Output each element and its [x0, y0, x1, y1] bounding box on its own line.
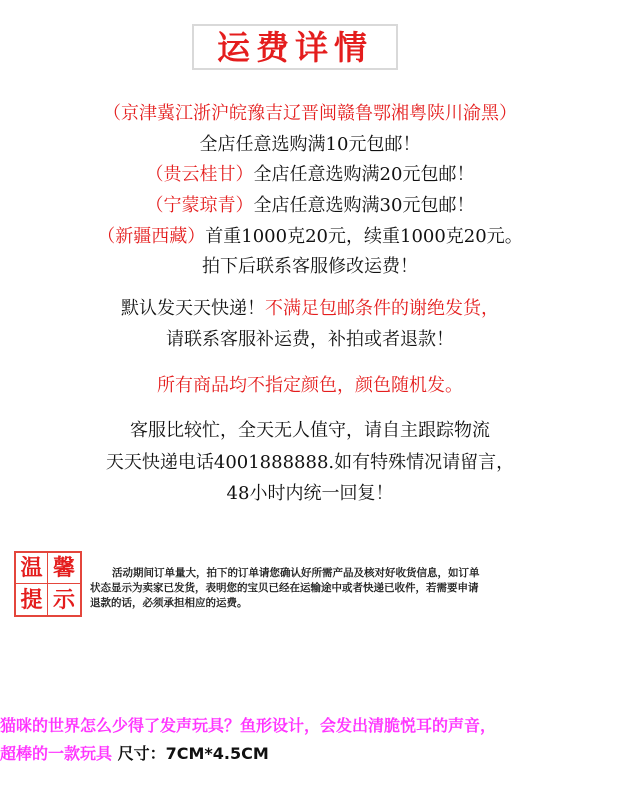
stamp-char: 示	[52, 586, 75, 613]
tier4-rule: 首重1000克20元，续重1000克20元。	[205, 226, 523, 247]
tier2-line	[0, 164, 620, 186]
product-description	[0, 712, 620, 768]
service-line2: 天天快递电话4001888888.如有特殊情况请留言，	[105, 452, 515, 473]
notice-line1: 活动期间订单量大，拍下的订单请您确认好所需产品及核对好收货信息，如订单	[112, 567, 480, 579]
notice-line3: 退款的话，必须承担相应的运费。	[90, 597, 248, 609]
contact-note: 请联系客服补运费，补拍或者退款！	[166, 329, 454, 350]
region-tier1: （京津冀江浙沪皖豫吉辽晋闽赣鲁鄂湘粤陕川渝黑）	[103, 103, 517, 124]
product-highlight: 超棒的一款玩具	[0, 744, 113, 763]
default-courier: 默认发天天快递！	[121, 298, 265, 319]
delivery-line	[0, 298, 620, 320]
page-title: 运费详情	[217, 27, 373, 67]
stamp-char: 温	[16, 553, 48, 584]
stamp-char: 提	[16, 584, 48, 615]
service-line3: 48小时内统一回复！	[226, 483, 394, 504]
modify-note: 拍下后联系客服修改运费！	[202, 256, 418, 277]
product-line1: 猫咪的世界怎么少得了发声玩具？鱼形设计，会发出清脆悦耳的声音，	[0, 716, 497, 735]
region-tier3: （宁蒙琼青）	[145, 195, 254, 216]
title-box	[192, 24, 398, 70]
stamp-char: 馨	[48, 553, 80, 584]
region-tier4: （新疆西藏）	[97, 226, 206, 247]
notice-line2: 状态显示为卖家已发货，表明您的宝贝已经在运输途中或者快递已收件，若需要申请	[90, 582, 479, 594]
color-note: 所有商品均不指定颜色，颜色随机发。	[157, 375, 463, 396]
tier3-rule: 全店任意选购满30元包邮！	[253, 195, 475, 216]
service-line1: 客服比较忙，全天无人值守，请自主跟踪物流	[130, 420, 490, 441]
product-size: 尺寸：7CM*4.5CM	[117, 744, 269, 763]
tier3-line	[0, 195, 620, 217]
reject-note: 不满足包邮条件的谢绝发货，	[265, 298, 499, 319]
tier2-rule: 全店任意选购满20元包邮！	[253, 164, 475, 185]
region-tier2: （贵云桂甘）	[145, 164, 254, 185]
warm-tip-stamp	[14, 551, 82, 617]
product-line2	[0, 740, 620, 768]
tier4-line	[0, 226, 620, 248]
notice-text	[90, 566, 605, 611]
tier1-rule: 全店任意选购满10元包邮！	[199, 134, 421, 155]
